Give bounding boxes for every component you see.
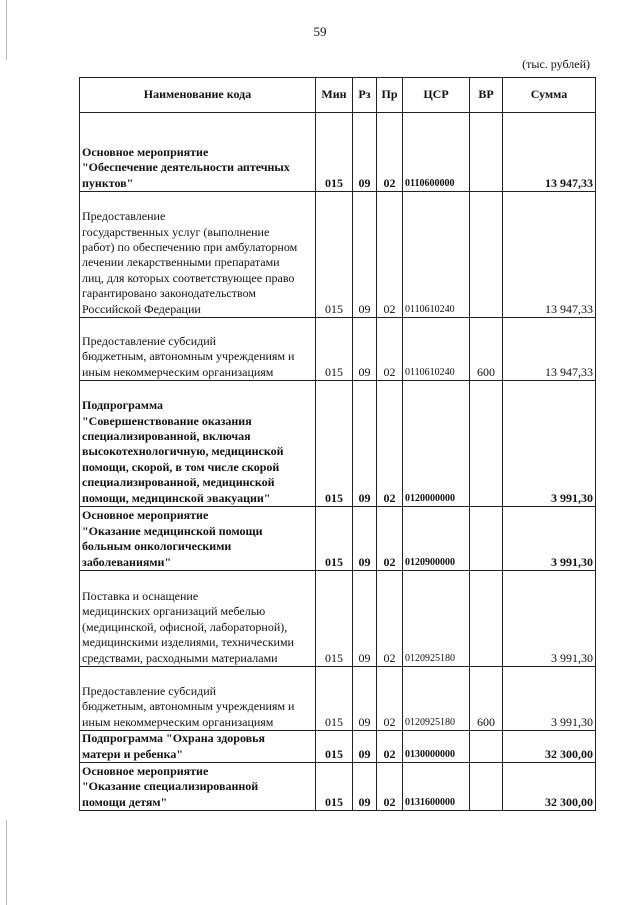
row-csr: 0110610240: [403, 318, 470, 381]
table-header-row: [80, 78, 596, 113]
row-sum: 3 991,30: [503, 381, 596, 507]
row-sum: 3 991,30: [503, 571, 596, 667]
row-vr: [470, 763, 503, 811]
page-number: 59: [313, 24, 327, 39]
row-sum: 3 991,30: [503, 667, 596, 731]
row-csr: 0120000000: [403, 381, 470, 507]
row-rz: 09: [353, 507, 377, 571]
row-min: 015: [316, 113, 353, 192]
row-min: 015: [316, 381, 353, 507]
units-label: (тыс. рублей): [522, 57, 590, 71]
table-row: [80, 667, 596, 731]
row-pr: 02: [377, 571, 403, 667]
row-rz: 09: [353, 667, 377, 731]
row-vr: 600: [470, 667, 503, 731]
budget-table: [79, 77, 596, 811]
row-name: Подпрограмма "Совершенствование оказания специализированной, включая высокотехнологичную, медицинской помощи, скорой, в том числе скорой специализированной, медицинской помощи, медицинской эвакуации": [80, 381, 316, 507]
row-sum: 3 991,30: [503, 507, 596, 571]
row-vr: 600: [470, 318, 503, 381]
row-sum: 13 947,33: [503, 113, 596, 192]
row-vr: [470, 571, 503, 667]
header-csr: ЦСР: [403, 78, 470, 113]
row-csr: 0131600000: [403, 763, 470, 811]
row-pr: 02: [377, 318, 403, 381]
table-row: [80, 381, 596, 507]
row-rz: 09: [353, 763, 377, 811]
row-sum: 32 300,00: [503, 731, 596, 763]
row-sum: 13 947,33: [503, 318, 596, 381]
row-csr: 0120925180: [403, 667, 470, 731]
row-min: 015: [316, 667, 353, 731]
header-vr: ВР: [470, 78, 503, 113]
row-csr: 0120925180: [403, 571, 470, 667]
row-csr: 0120900000: [403, 507, 470, 571]
row-rz: 09: [353, 571, 377, 667]
header-name: Наименование кода: [80, 78, 316, 113]
row-name: Подпрограмма "Охрана здоровья матери и ребенка": [80, 731, 316, 763]
row-min: 015: [316, 763, 353, 811]
header-min: Мин: [316, 78, 353, 113]
row-min: 015: [316, 507, 353, 571]
row-min: 015: [316, 192, 353, 318]
row-pr: 02: [377, 507, 403, 571]
row-vr: [470, 731, 503, 763]
row-csr: 0130000000: [403, 731, 470, 763]
row-vr: [470, 113, 503, 192]
row-name: Предоставление государственных услуг (выполнение работ) по обеспечению при амбулаторном лечении лекарственными препаратами лиц, для которых соответствующее право гарантировано законодательством Российской Федерации: [80, 192, 316, 318]
row-rz: 09: [353, 731, 377, 763]
header-sum: Сумма: [503, 78, 596, 113]
row-min: 015: [316, 731, 353, 763]
row-vr: [470, 192, 503, 318]
table-row: [80, 192, 596, 318]
table-row: [80, 113, 596, 192]
row-name: Предоставление субсидий бюджетным, автономным учреждениям и иным некоммерческим организациям: [80, 318, 316, 381]
row-min: 015: [316, 318, 353, 381]
row-name: Основное мероприятие "Обеспечение деятельности аптечных пунктов": [80, 113, 316, 192]
row-name: Основное мероприятие "Оказание медицинской помощи больным онкологическими заболеваниями": [80, 507, 316, 571]
table-row: [80, 763, 596, 811]
row-pr: 02: [377, 381, 403, 507]
row-pr: 02: [377, 667, 403, 731]
row-sum: 32 300,00: [503, 763, 596, 811]
row-rz: 09: [353, 381, 377, 507]
left-margin-line: [6, 820, 7, 905]
row-vr: [470, 381, 503, 507]
row-pr: 02: [377, 113, 403, 192]
table-row: [80, 507, 596, 571]
row-rz: 09: [353, 192, 377, 318]
row-rz: 09: [353, 113, 377, 192]
table-row: [80, 731, 596, 763]
row-name: Поставка и оснащение медицинских организаций мебелью (медицинской, офисной, лабораторной), медицинскими изделиями, техническими средствами, расходными материалами: [80, 571, 316, 667]
header-pr: Пр: [377, 78, 403, 113]
row-name: Предоставление субсидий бюджетным, автономным учреждениям и иным некоммерческим организациям: [80, 667, 316, 731]
row-sum: 13 947,33: [503, 192, 596, 318]
row-csr: 0110610240: [403, 192, 470, 318]
row-vr: [470, 507, 503, 571]
row-pr: 02: [377, 763, 403, 811]
row-name: Основное мероприятие "Оказание специализированной помощи детям": [80, 763, 316, 811]
row-min: 015: [316, 571, 353, 667]
row-pr: 02: [377, 731, 403, 763]
table-row: [80, 571, 596, 667]
row-csr: 0110600000: [403, 113, 470, 192]
header-rz: Рз: [353, 78, 377, 113]
table-row: [80, 318, 596, 381]
row-pr: 02: [377, 192, 403, 318]
row-rz: 09: [353, 318, 377, 381]
